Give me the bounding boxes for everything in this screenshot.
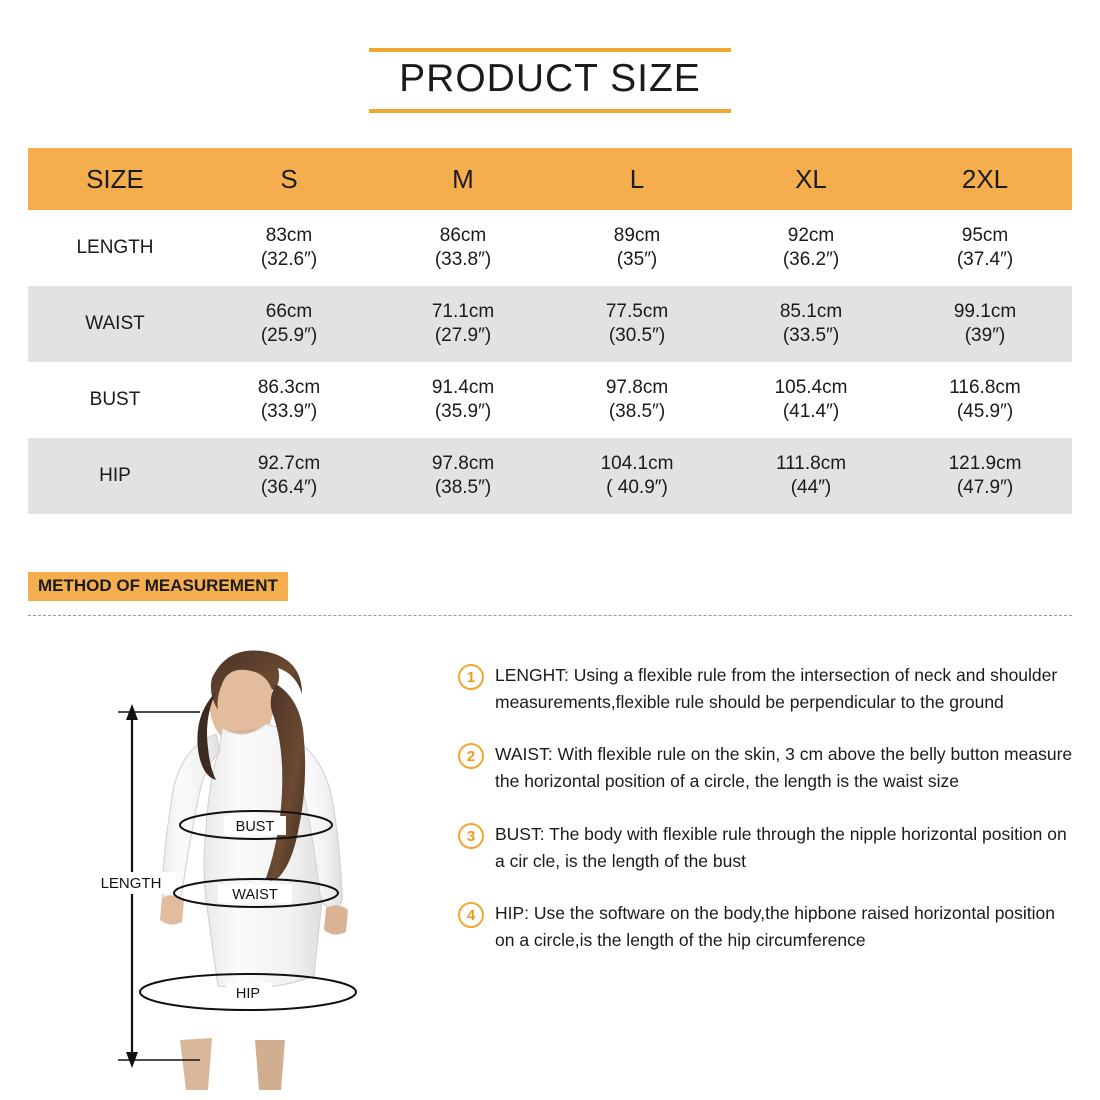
table-row bbox=[28, 210, 1072, 286]
step-item bbox=[458, 821, 1078, 875]
size-table bbox=[28, 148, 1072, 514]
measurement-diagram bbox=[40, 640, 440, 1090]
step-text-waist: WAIST: With flexible rule on the skin, 3 cm above the belly button measure the horizontal position of a circle, the length is the waist size bbox=[495, 744, 1073, 792]
step-number-3: 3 bbox=[458, 823, 484, 849]
cell-inch: (44″) bbox=[790, 477, 832, 498]
table-cell bbox=[724, 286, 898, 362]
hip-label-text: HIP bbox=[235, 986, 261, 1002]
cell-inch: (30.5″) bbox=[608, 325, 666, 346]
cell-inch: (27.9″) bbox=[434, 325, 492, 346]
table-cell bbox=[550, 362, 724, 438]
measurement-steps bbox=[458, 662, 1078, 979]
table-cell bbox=[376, 362, 550, 438]
table-cell bbox=[724, 438, 898, 514]
cell-inch: (41.4″) bbox=[782, 401, 840, 422]
cell-cm: 66cm bbox=[265, 301, 313, 323]
cell-inch: (36.2″) bbox=[782, 249, 840, 270]
step-text-hip: HIP: Use the software on the body,the hipbone raised horizontal position on a circle,is the length of the hip circumference bbox=[495, 902, 1056, 950]
table-cell bbox=[898, 362, 1072, 438]
step-item bbox=[458, 900, 1078, 954]
page-title: PRODUCT SIZE bbox=[399, 57, 701, 100]
row-label-waist: WAIST bbox=[85, 313, 145, 334]
cell-inch: (37.4″) bbox=[956, 249, 1014, 270]
length-label-text: LENGTH bbox=[100, 875, 162, 892]
cell-inch: ( 40.9″) bbox=[606, 477, 668, 498]
column-header-l: L bbox=[550, 148, 724, 210]
bust-label-text: BUST bbox=[235, 819, 275, 835]
row-label-bust: BUST bbox=[89, 389, 141, 410]
cell-cm: 92.7cm bbox=[257, 453, 321, 475]
table-cell bbox=[202, 362, 376, 438]
table-cell bbox=[724, 362, 898, 438]
cell-cm: 71.1cm bbox=[431, 301, 495, 323]
cell-inch: (33.9″) bbox=[260, 401, 318, 422]
cell-cm: 97.8cm bbox=[605, 377, 669, 399]
step-number-4: 4 bbox=[458, 902, 484, 928]
column-header-size: SIZE bbox=[28, 148, 202, 210]
step-text-bust: BUST: The body with flexible rule through the nipple horizontal position on a cir cle, is the length of the bust bbox=[495, 823, 1067, 871]
table-cell bbox=[550, 438, 724, 514]
cell-cm: 91.4cm bbox=[431, 377, 495, 399]
table-cell bbox=[202, 438, 376, 514]
step-number-1: 1 bbox=[458, 664, 484, 690]
column-header-2xl: 2XL bbox=[898, 148, 1072, 210]
cell-cm: 104.1cm bbox=[600, 453, 674, 475]
cell-cm: 116.8cm bbox=[949, 377, 1021, 399]
cell-inch: (32.6″) bbox=[260, 249, 318, 270]
cell-inch: (33.5″) bbox=[782, 325, 840, 346]
method-heading: METHOD OF MEASUREMENT bbox=[28, 572, 288, 601]
table-cell bbox=[202, 286, 376, 362]
step-text-length: LENGHT: Using a flexible rule from the intersection of neck and shoulder measurements,flexible rule should be perpendicular to the ground bbox=[495, 665, 1058, 713]
table-cell bbox=[550, 210, 724, 286]
cell-inch: (45.9″) bbox=[956, 401, 1014, 422]
table-cell bbox=[376, 210, 550, 286]
step-item bbox=[458, 662, 1078, 716]
row-label-hip: HIP bbox=[99, 465, 131, 486]
cell-cm: 111.8cm bbox=[775, 453, 847, 475]
cell-inch: (47.9″) bbox=[956, 477, 1014, 498]
column-header-m: M bbox=[376, 148, 550, 210]
cell-inch: (36.4″) bbox=[260, 477, 318, 498]
page-title-box bbox=[369, 48, 731, 113]
cell-cm: 105.4cm bbox=[774, 377, 848, 399]
size-table-container bbox=[28, 148, 1072, 514]
table-cell bbox=[898, 438, 1072, 514]
table-row bbox=[28, 438, 1072, 514]
table-cell bbox=[376, 286, 550, 362]
cell-cm: 92cm bbox=[787, 225, 835, 247]
cell-inch: (35″) bbox=[616, 249, 658, 270]
table-row bbox=[28, 362, 1072, 438]
cell-cm: 86.3cm bbox=[257, 377, 321, 399]
table-header-row bbox=[28, 148, 1072, 210]
cell-cm: 99.1cm bbox=[953, 301, 1017, 323]
table-cell bbox=[202, 210, 376, 286]
table-cell bbox=[898, 210, 1072, 286]
divider bbox=[28, 615, 1072, 616]
cell-inch: (38.5″) bbox=[434, 477, 492, 498]
cell-cm: 121.9cm bbox=[948, 453, 1022, 475]
cell-inch: (38.5″) bbox=[608, 401, 666, 422]
table-cell bbox=[898, 286, 1072, 362]
row-label-length: LENGTH bbox=[76, 237, 154, 258]
cell-inch: (33.8″) bbox=[434, 249, 492, 270]
step-item bbox=[458, 741, 1078, 795]
cell-cm: 95cm bbox=[961, 225, 1009, 247]
column-header-s: S bbox=[202, 148, 376, 210]
table-cell bbox=[724, 210, 898, 286]
table-cell bbox=[550, 286, 724, 362]
method-of-measurement-header bbox=[28, 572, 1072, 606]
cell-cm: 83cm bbox=[265, 225, 313, 247]
table-cell bbox=[376, 438, 550, 514]
cell-cm: 86cm bbox=[439, 225, 487, 247]
page-title-container bbox=[0, 48, 1100, 113]
cell-inch: (35.9″) bbox=[434, 401, 492, 422]
cell-cm: 85.1cm bbox=[779, 301, 843, 323]
cell-cm: 97.8cm bbox=[431, 453, 495, 475]
cell-inch: (25.9″) bbox=[260, 325, 318, 346]
cell-inch: (39″) bbox=[964, 325, 1006, 346]
waist-label-text: WAIST bbox=[232, 887, 278, 903]
cell-cm: 89cm bbox=[613, 225, 661, 247]
cell-cm: 77.5cm bbox=[605, 301, 669, 323]
column-header-xl: XL bbox=[724, 148, 898, 210]
step-number-2: 2 bbox=[458, 743, 484, 769]
table-row bbox=[28, 286, 1072, 362]
